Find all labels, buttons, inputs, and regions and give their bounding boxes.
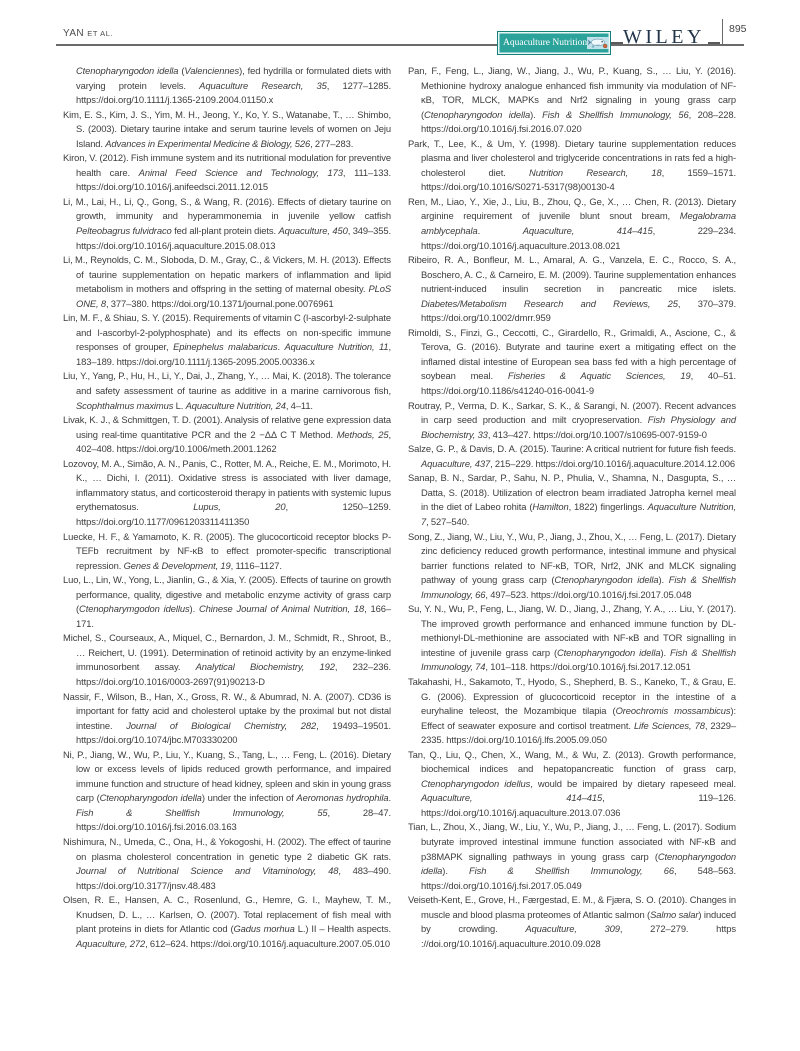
reference-item: Tan, Q., Liu, Q., Chen, X., Wang, M., & Wu, Z. (2013). Growth performance, biochemical indices and hepatopancreatic function of grass carp, Ctenopharyngodon idellus, would be impaired by dietary rapeseed meal. Aquaculture, 414–415, 119–126. https://doi.org/10.1016/j.aquaculture.2013.07.036	[408, 748, 736, 818]
reference-item: Li, M., Reynolds, C. M., Sloboda, D. M., Gray, C., & Vickers, M. H. (2013). Effects of taurine supplementation on hepatic markers of inflammation and lipid metabolism in mothers and offspring in the setting of maternal obesity. PLoS ONE, 8, 377–380. https://doi.org/10.1371/journal.pone.0076961	[63, 254, 391, 309]
reference-item: Sanap, B. N., Sardar, P., Sahu, N. P., Phulia, V., Shamna, N., Dasgupta, S., … Datta, S. (2018). Utilization of electron beam irradiated Jatropha kernel meal in the diet of Labeo rohita (Hamilton, 1822) fingerlings. Aquaculture Nutrition, 7, 527–540.	[408, 472, 736, 527]
reference-item: Olsen, R. E., Hansen, A. C., Rosenlund, G., Hemre, G. I., Mayhew, T. M., Knudsen, D. L., … Karlsen, O. (2007). Total replacement of fish meal with plant proteins in diets for Atlantic cod (Gadus morhua L.) II – Health aspects. Aquaculture, 272, 612–624. https://doi.org/10.1016/j.aquaculture.2007.05.010	[63, 894, 391, 949]
reference-item: Luecke, H. F., & Yamamoto, K. R. (2005). The glucocorticoid receptor blocks P-TEFb recruitment by NF-κB to effect promoter-specific transcriptional repression. Genes & Development, 19, 1116–1127.	[63, 530, 391, 571]
reference-item: Nishimura, N., Umeda, C., Ona, H., & Yokogoshi, H. (2002). The effect of taurine on plasma cholesterol concentration in genetic type 2 diabetic GK rats. Journal of Nutritional Science and Vitaminology, 48, 483–490. https://doi.org/10.3177/jnsv.48.483	[63, 835, 391, 891]
reference-item: Liu, Y., Yang, P., Hu, H., Li, Y., Dai, J., Zhang, Y., … Mai, K. (2018). The tolerance and safety assessment of taurine as additive in a marine carnivorous fish, Scophthalmus maximus L. Aquaculture Nutrition, 24, 4–11.	[63, 370, 391, 411]
references-right-column	[408, 64, 736, 951]
reference-item: Luo, L., Lin, W., Yong, L., Jianlin, G., & Xia, Y. (2005). Effects of taurine on growth performance, quality, digestive and metabolic enzyme activity of grass carp (Ctenopharymgodon idellus). Chinese Journal of Animal Nutrition, 18, 166–171.	[63, 574, 391, 629]
badge-wiley-connector-line	[611, 42, 623, 44]
reference-item: Song, Z., Jiang, W., Liu, Y., Wu, P., Jiang, J., Zhou, X., … Feng, L. (2017). Dietary zinc deficiency reduced growth performance, intestinal immune and physical barrier functions related to NF-κB, TOR, Nrf2, JNK and MLCK signaling pathway of young grass carp (Ctenopharyngodon idella). Fish & Shellfish Immunology, 66, 497–523. https://doi.org/10.1016/j.fsi.2017.05.048	[408, 530, 736, 600]
wiley-pagenum-connector-line	[708, 42, 720, 44]
reference-item: Tian, L., Zhou, X., Jiang, W., Liu, Y., Wu, P., Jiang, J., … Feng, L. (2017). Sodium butyrate improved intestinal immune function associated with NF-κB and p38MAPK signalling pathways in young grass carp (Ctenopharyngodon idella). Fish & Shellfish Immunology, 66, 548–563. https://doi.org/10.1016/j.fsi.2017.05.049	[408, 821, 736, 891]
reference-item: Salze, G. P., & Davis, D. A. (2015). Taurine: A critical nutrient for future fish feeds. Aquaculture, 437, 215–229. https://doi.org/10.1016/j.aquaculture.2014.12.006	[408, 443, 736, 469]
page-number: 895	[729, 23, 747, 35]
reference-item: Michel, S., Courseaux, A., Miquel, C., Bernardon, J. M., Schmidt, R., Shroot, B., … Reichert, U. (1991). Determination of retinoid activity by an enzyme-linked immunosorbent assay. Analytical Biochemistry, 192, 232–236. https://doi.org/10.1016/0003-2697(91)90213-D	[63, 632, 391, 687]
reference-item: Ren, M., Liao, Y., Xie, J., Liu, B., Zhou, Q., Ge, X., … Chen, R. (2013). Dietary arginine requirement of juvenile blunt snout bream, Megalobrama amblycephala. Aquaculture, 414–415, 229–234. https://doi.org/10.1016/j.aquaculture.2013.08.021	[408, 195, 736, 251]
journal-badge	[497, 31, 611, 55]
references-section	[63, 64, 737, 951]
reference-item: Lozovoy, M. A., Simão, A. N., Panis, C., Rotter, M. A., Reiche, E. M., Morimoto, H. K., … Dichi, I. (2011). Oxidative stress is associated with liver damage, inflammatory status, and corticosteroid therapy in patients with systemic lupus erythematosus. Lupus, 20, 1250–1259. https://doi.org/10.1177/0961203311411350	[63, 457, 391, 527]
reference-item: Nassir, F., Wilson, B., Han, X., Gross, R. W., & Abumrad, N. A. (2007). CD36 is important for fatty acid and cholesterol uptake by the proximal but not distal intestine. Journal of Biological Chemistry, 282, 19493–19501. https://doi.org/10.1074/jbc.M703330200	[63, 690, 391, 746]
reference-item: Ribeiro, R. A., Bonfleur, M. L., Amaral, A. G., Vanzela, E. C., Rocco, S. A., Boschero, A. C., & Carneiro, E. M. (2009). Taurine supplementation enhances nutrient-induced insulin secretion in pancreatic mice islets. Diabetes/Metabolism Research and Reviews, 25, 370–379. https://doi.org/10.1002/dmrr.959	[408, 254, 736, 324]
running-head	[63, 28, 113, 39]
running-head-etal: ET AL.	[87, 29, 114, 38]
reference-item: Lin, M. F., & Shiau, S. Y. (2015). Requirements of vitamin C (l-ascorbyl-2-sulphate and l-ascorbyl-2-polyphosphate) and its effects on non-specific immune responses of grouper, Epinephelus malabaricus. Aquaculture Nutrition, 11, 183–189. https://doi.org/10.1111/j.1365-2095.2005.00336.x	[63, 312, 391, 367]
reference-item: Li, M., Lai, H., Li, Q., Gong, S., & Wang, R. (2016). Effects of dietary taurine on growth, immunity and hyperammonemia in juvenile yellow catfish Pelteobagrus fulvidraco fed all-plant protein diets. Aquaculture, 450, 349–355. https://doi.org/10.1016/j.aquaculture.2015.08.013	[63, 195, 391, 251]
reference-item: Routray, P., Verma, D. K., Sarkar, S. K., & Sarangi, N. (2007). Recent advances in carp seed production and milt cryopreservation. Fish Physiology and Biochemistry, 33, 413–427. https://doi.org/10.1007/s10695-007-9159-0	[408, 399, 736, 440]
reference-item: Pan, F., Feng, L., Jiang, W., Jiang, J., Wu, P., Kuang, S., … Liu, Y. (2016). Methionine hydroxy analogue enhanced fish immunity via modulation of NF-κB, TOR, MLCK, MAPKs and Nrf2 signaling in young grass carp (Ctenopharyngodon idella). Fish & Shellfish Immunology, 56, 208–228. https://doi.org/10.1016/j.fsi.2016.07.020	[408, 65, 736, 135]
running-head-authors: YAN	[63, 28, 85, 39]
reference-item: Ctenopharyngodon idella (Valenciennes), fed hydrilla or formulated diets with varying protein levels. Aquaculture Research, 35, 1277–1285. https://doi.org/10.1111/j.1365-2109.2004.01150.x	[76, 65, 392, 106]
journal-badge-label: Aquaculture Nutrition	[503, 38, 588, 48]
wiley-logo: WILEY	[623, 26, 705, 48]
reference-item: Park, T., Lee, K., & Um, Y. (1998). Dietary taurine supplementation reduces plasma and liver cholesterol and triglyceride concentrations in rats fed a high-cholesterol diet. Nutrition Research, 18, 1559–1571. https://doi.org/10.1016/S0271-5317(98)00130-4	[408, 137, 736, 193]
reference-item: Takahashi, H., Sakamoto, T., Hyodo, S., Shepherd, B. S., Kaneko, T., & Grau, E. G. (2006). Expression of glucocorticoid receptor in the intestine of a euryhaline teleost, the Mozambique tilapia (Oreochromis mossambicus): Effect of seawater exposure and cortisol treatment. Life Sciences, 78, 2329–2335. https://doi.org/10.1016/j.lfs.2005.09.050	[408, 675, 736, 746]
reference-item: Kim, E. S., Kim, J. S., Yim, M. H., Jeong, Y., Ko, Y. S., Watanabe, T., … Shimbo, S. (2003). Dietary taurine intake and serum taurine levels of women on Jeju Island. Advances in Experimental Medicine & Biology, 526, 277–283.	[63, 108, 391, 149]
reference-item: Ni, P., Jiang, W., Wu, P., Liu, Y., Kuang, S., Tang, L., … Feng, L. (2016). Dietary low or excess levels of lipids reduced growth performance, and impaired immune function and structure of head kidney, spleen and skin in young grass carp (Ctenopharyngodon idella) under the infection of Aeromonas hydrophila. Fish & Shellfish Immunology, 55, 28–47. https://doi.org/10.1016/j.fsi.2016.03.163	[63, 748, 391, 833]
reference-item: Rimoldi, S., Finzi, G., Ceccotti, C., Girardello, R., Grimaldi, A., Ascione, C., & Terova, G. (2016). Butyrate and taurine exert a mitigating effect on the inflamed distal intestine of European sea bass fed with a high percentage of soybean meal. Fisheries & Aquatic Sciences, 19, 40–51. https://doi.org/10.1186/s41240-016-0041-9	[408, 326, 737, 397]
reference-item: Livak, K. J., & Schmittgen, T. D. (2001). Analysis of relative gene expression data using real-time quantitative PCR and the 2 −ΔΔ C T Method. Methods, 25, 402–408. https://doi.org/10.1006/meth.2001.1262	[63, 414, 391, 455]
reference-item: Veiseth-Kent, E., Grove, H., Færgestad, E. M., & Fjæra, S. O. (2010). Changes in muscle and blood plasma proteomes of Atlantic salmon (Salmo salar) induced by crowding. Aquaculture, 309, 272–279. https ://doi.org/10.1016/j.aquaculture.2010.09.028	[408, 894, 737, 949]
fish-artwork-icon	[587, 33, 609, 53]
references-left-column	[63, 64, 391, 951]
reference-item: Kiron, V. (2012). Fish immune system and its nutritional modulation for preventive health care. Animal Feed Science and Technology, 173, 111–133. https://doi.org/10.1016/j.anifeedsci.2011.12.015	[63, 152, 391, 193]
page-number-divider	[722, 19, 723, 45]
reference-item: Su, Y. N., Wu, P., Feng, L., Jiang, W. D., Jiang, J., Zhang, Y. A., … Liu, Y. (2017). The improved growth performance and enhanced immune function by DL-methionyl-DL-methionine are associated with NF-κB and TOR signalling in intestine of juvenile grass carp (Ctenopharyngodon idella). Fish & Shellfish Immunology, 74, 101–118. https://doi.org/10.1016/j.fsi.2017.12.051	[408, 603, 737, 673]
